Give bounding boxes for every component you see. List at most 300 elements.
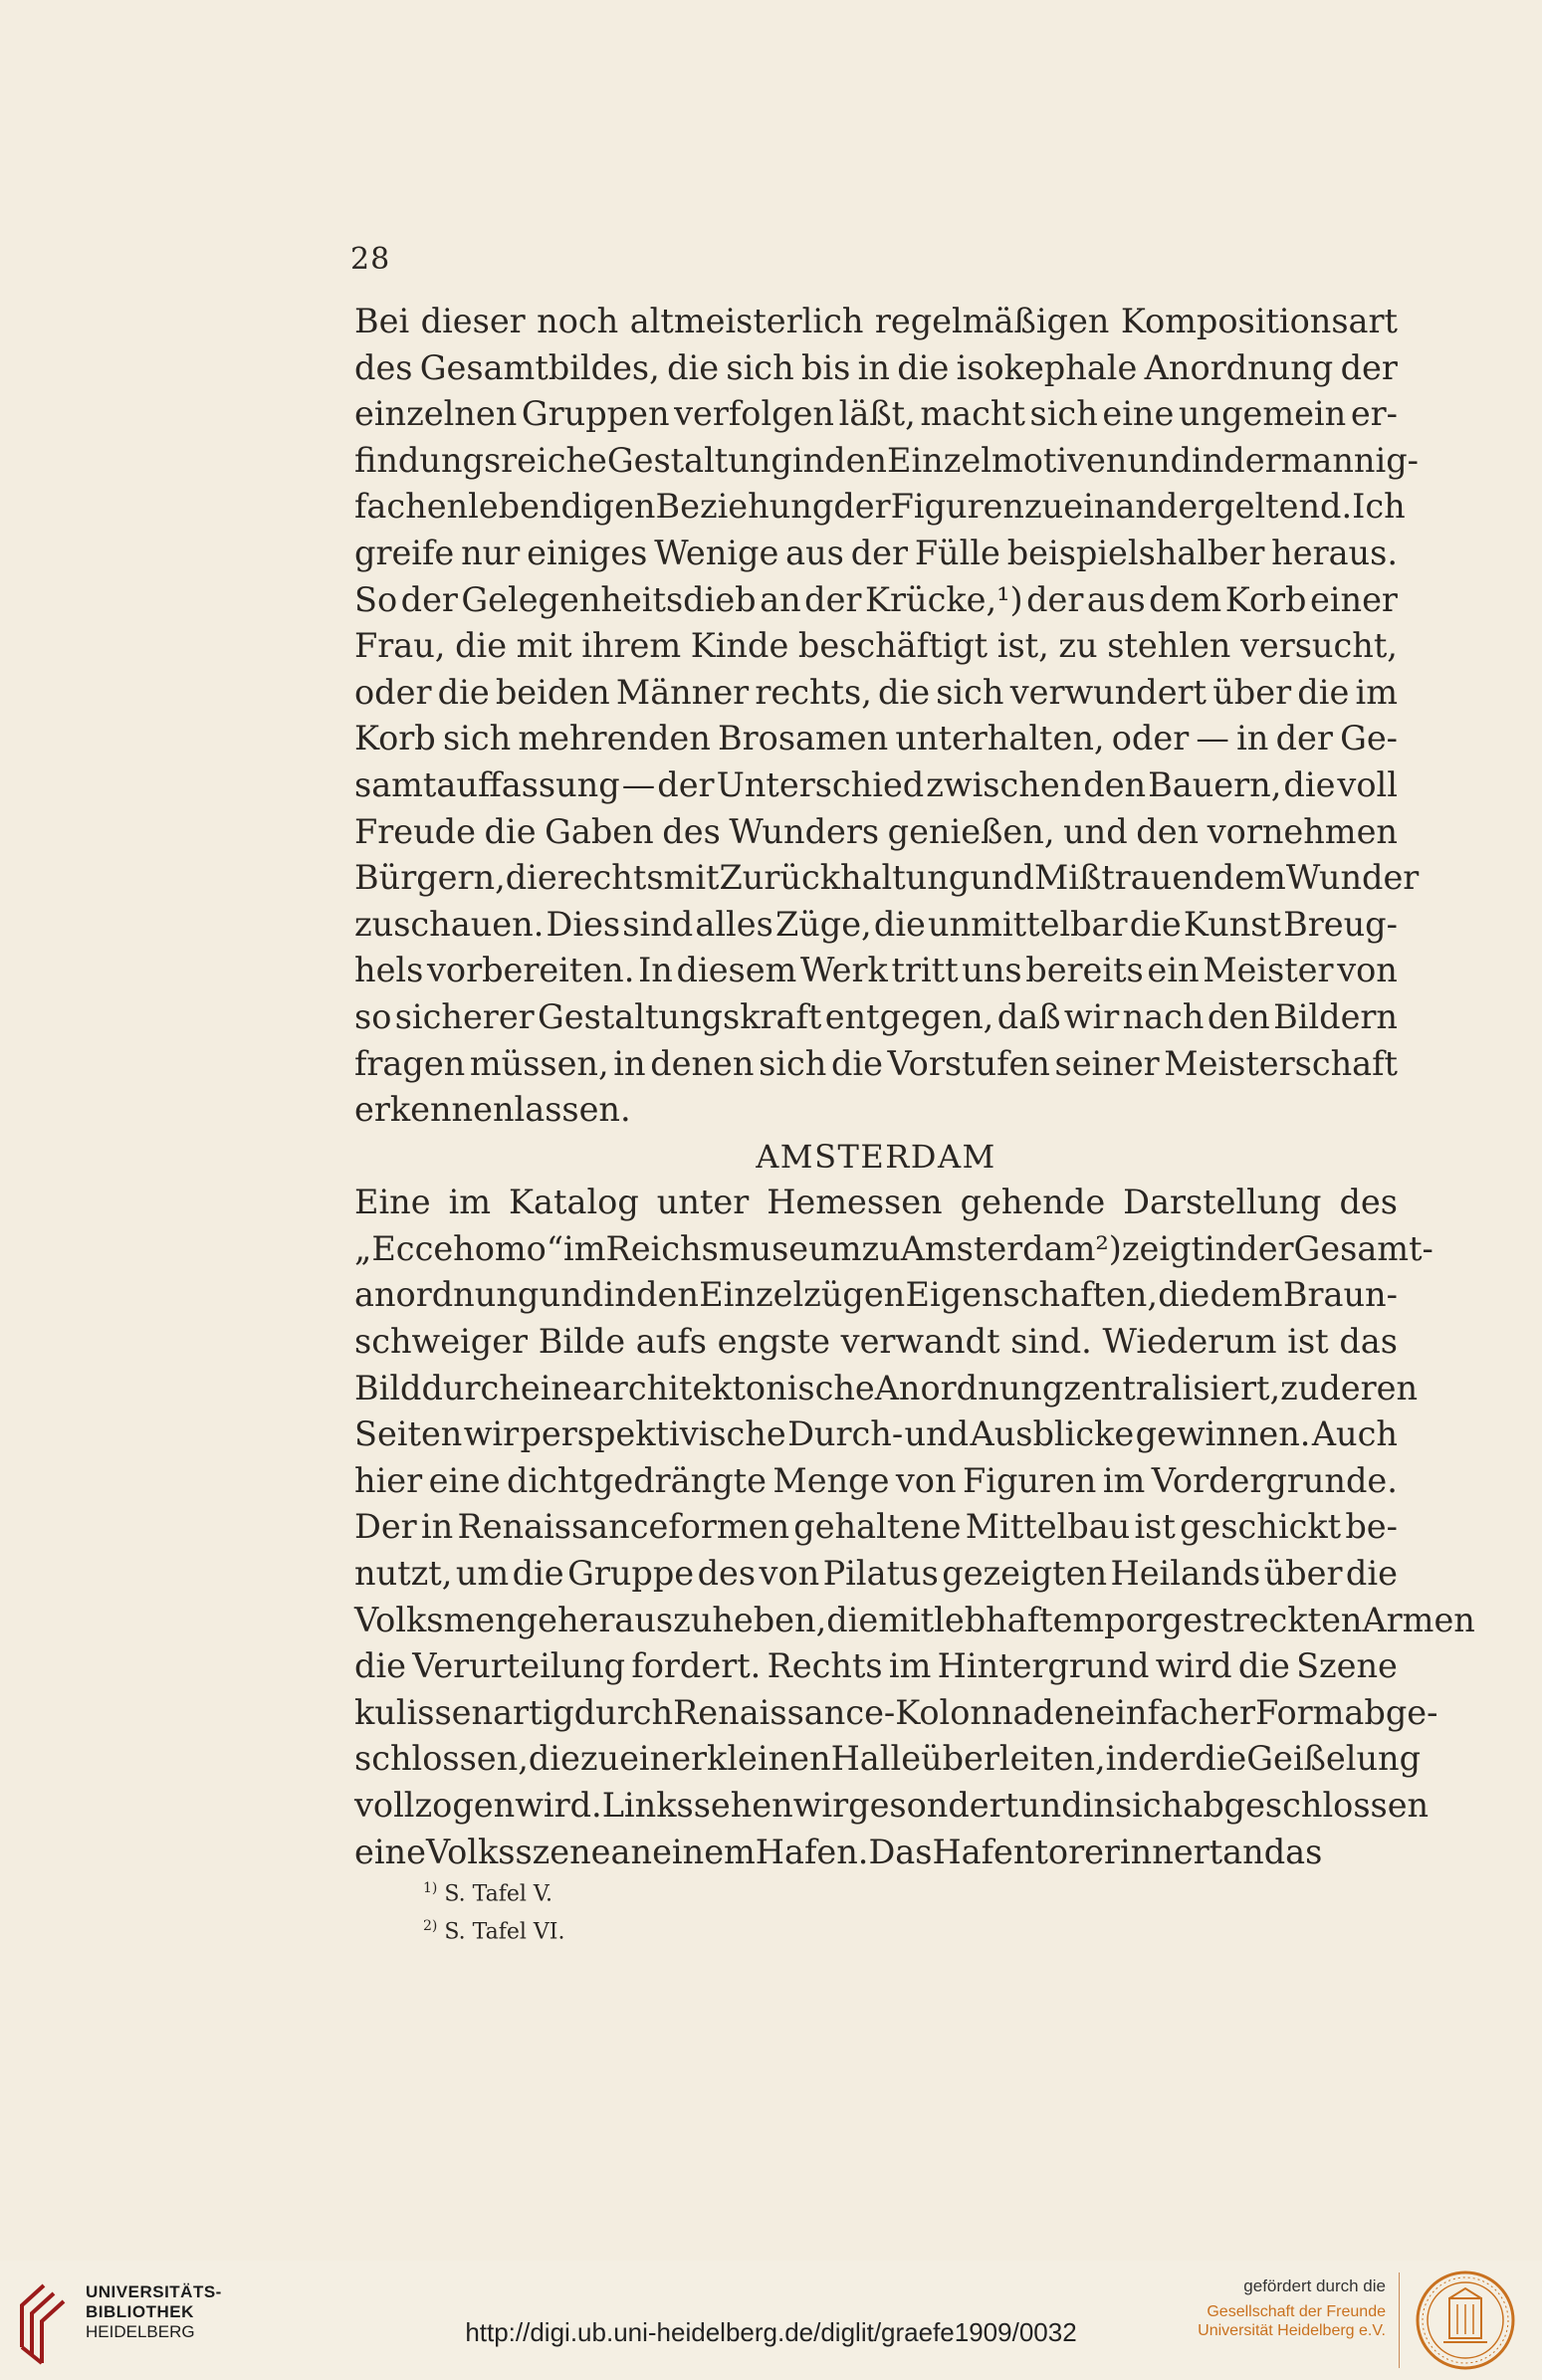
- word: Vordergrunde.: [1151, 1460, 1398, 1500]
- word: des: [1339, 1183, 1398, 1222]
- word: ungemein: [1178, 394, 1347, 434]
- word: Hafen.: [755, 1832, 869, 1871]
- word: aufs: [635, 1322, 707, 1362]
- word: in: [603, 1275, 636, 1315]
- word: greife: [354, 533, 455, 572]
- library-name-line-2: BIBLIOTHEK: [86, 2302, 194, 2321]
- word: sich: [759, 1043, 827, 1083]
- word: der: [1223, 440, 1281, 480]
- word: zu: [1058, 626, 1098, 666]
- word: aus: [785, 533, 844, 572]
- word: Vorstufen: [887, 1043, 1050, 1083]
- word: die: [437, 672, 490, 712]
- word: fragen: [354, 1043, 466, 1083]
- word: in: [420, 1507, 454, 1547]
- word: oder: [1111, 719, 1190, 758]
- word: einander: [1063, 487, 1214, 527]
- word: die: [455, 626, 508, 666]
- word: stehlen: [1107, 626, 1231, 666]
- word: die: [1158, 1275, 1211, 1315]
- word: den: [1136, 811, 1200, 851]
- word: Gestaltung: [606, 440, 792, 480]
- text-line: [354, 438, 1419, 485]
- word: Bauern,: [1148, 764, 1282, 804]
- word: dieser: [420, 302, 526, 340]
- sponsor-org: [1198, 2302, 1386, 2340]
- word: den: [824, 440, 888, 480]
- word: Freude: [354, 811, 476, 851]
- word: Fülle: [914, 533, 1000, 572]
- word: uns: [962, 951, 1022, 990]
- word: findungsreiche: [354, 440, 607, 480]
- word: ein: [1147, 951, 1200, 990]
- text-line: [354, 809, 1398, 856]
- word: Frau,: [354, 626, 446, 666]
- word: regelmäßigen: [874, 302, 1110, 340]
- text-line: [354, 1180, 1398, 1226]
- word: Form: [1255, 1692, 1345, 1732]
- text-line: [354, 1736, 1422, 1783]
- text-line: [354, 1366, 1419, 1412]
- text-line: [354, 1504, 1398, 1551]
- word: die: [1297, 672, 1350, 712]
- word: noch: [537, 302, 619, 340]
- word: nach: [1122, 996, 1205, 1036]
- word: Eigenschaften,: [905, 1275, 1158, 1315]
- word: über: [1263, 1554, 1343, 1594]
- word: anordnung: [354, 1275, 540, 1315]
- word: das: [1263, 1832, 1323, 1871]
- text-line: [354, 1041, 1398, 1088]
- word: Seiten: [354, 1414, 463, 1454]
- word: der: [1275, 719, 1333, 758]
- word: sich: [726, 347, 794, 387]
- word: die: [1129, 904, 1182, 944]
- word: geltend.: [1213, 487, 1353, 527]
- word: engste: [717, 1322, 830, 1362]
- word: beschäftigt: [797, 626, 989, 666]
- word: Gestaltungskraft: [538, 996, 822, 1036]
- word: schweiger: [354, 1322, 529, 1362]
- word: Mißtrauen: [1033, 858, 1213, 898]
- word: des: [354, 347, 413, 387]
- word: durch: [573, 1692, 674, 1732]
- word: Einzelmotiven: [887, 440, 1128, 480]
- library-name-line-3: HEIDELBERG: [86, 2322, 195, 2341]
- word: die: [512, 1554, 564, 1594]
- footnotes: [423, 1872, 565, 1949]
- word: und: [970, 858, 1034, 898]
- text-line: [354, 1411, 1398, 1458]
- word: der: [804, 579, 862, 619]
- word: Kompositionsart: [1120, 302, 1398, 340]
- word: Ausblicke: [970, 1414, 1135, 1454]
- word: Einzelzügen: [699, 1275, 906, 1315]
- word: und: [1063, 811, 1128, 851]
- word: nur: [461, 533, 521, 572]
- word: im: [448, 1183, 492, 1222]
- word: sicherer: [394, 996, 535, 1036]
- word: Gaben: [545, 811, 654, 851]
- text-line: [354, 670, 1398, 717]
- word: einiges: [527, 533, 648, 572]
- paragraph-2: [354, 1180, 1475, 1875]
- text-line: [354, 484, 1406, 531]
- word: Anordnung: [874, 1368, 1064, 1407]
- word: hels: [354, 951, 424, 990]
- text-line: [354, 1783, 1430, 1830]
- word: abgeschlossen: [1183, 1786, 1430, 1825]
- word: überleiten,: [921, 1739, 1106, 1779]
- word: kulissenartig: [354, 1692, 574, 1732]
- word: zu: [1280, 1368, 1320, 1407]
- text-line: [354, 623, 1398, 670]
- word: sind.: [1010, 1322, 1092, 1362]
- word: diesem: [676, 951, 797, 990]
- word: Bürgern,: [354, 858, 506, 898]
- word: vornehmen: [1207, 811, 1398, 851]
- sponsor-credit: [1198, 2276, 1386, 2340]
- word: hier: [354, 1460, 423, 1500]
- footnote-2: [423, 1910, 565, 1948]
- text-line: [354, 994, 1398, 1041]
- word: unmittelbar: [928, 904, 1128, 944]
- word: in: [1236, 719, 1269, 758]
- word: gezeigten: [942, 1554, 1108, 1594]
- word: ihrem: [581, 626, 682, 666]
- word: der: [400, 579, 458, 619]
- word: und: [1127, 440, 1192, 480]
- word: an: [1222, 1832, 1264, 1871]
- word: sehen: [693, 1786, 793, 1825]
- word: der: [1340, 347, 1398, 387]
- word: den: [636, 1275, 699, 1315]
- word: der: [657, 764, 715, 804]
- body-text: [354, 299, 1475, 1875]
- word: bereits: [1025, 951, 1144, 990]
- word: tritt: [891, 951, 959, 990]
- word: einem: [652, 1832, 756, 1871]
- word: Menge: [772, 1460, 890, 1500]
- word: eine: [354, 1832, 426, 1871]
- word: Bei: [354, 302, 410, 340]
- sponsor-org-line-2: Universität Heidelberg e.V.: [1198, 2322, 1386, 2339]
- word: mit: [878, 1600, 935, 1639]
- word: gehaltene: [793, 1507, 962, 1547]
- word: Pilatus: [822, 1554, 939, 1594]
- word: zu: [861, 1228, 901, 1268]
- word: Szene: [1296, 1646, 1398, 1686]
- word: die: [1195, 1739, 1247, 1779]
- word: in: [1082, 1786, 1115, 1825]
- word: homo“: [453, 1228, 563, 1268]
- word: sich: [1114, 1786, 1184, 1825]
- text-line: [354, 1830, 1398, 1876]
- word: die: [897, 347, 950, 387]
- word: daß: [996, 996, 1061, 1036]
- text-line: [354, 1643, 1398, 1690]
- word: genießen,: [887, 811, 1055, 851]
- word: Kinde: [690, 626, 789, 666]
- word: Katalog: [509, 1183, 639, 1222]
- word: Gelegenheitsdieb: [461, 579, 757, 619]
- word: des: [697, 1554, 757, 1594]
- word: läßt,: [838, 394, 916, 434]
- word: einzelnen: [354, 394, 518, 434]
- footnote-text: S. Tafel VI.: [444, 1919, 565, 1945]
- word: seiner: [1054, 1043, 1160, 1083]
- word: abge-: [1344, 1692, 1438, 1732]
- word: die: [528, 1739, 580, 1779]
- word: aus: [1086, 579, 1146, 619]
- word: fachen: [354, 487, 469, 527]
- word: im: [1102, 1460, 1146, 1500]
- word: Ge-: [1340, 719, 1398, 758]
- library-name-line-1: UNIVERSITÄTS-: [86, 2282, 222, 2301]
- word: er-: [1350, 394, 1398, 434]
- word: Wunders: [729, 811, 880, 851]
- word: Korb: [1224, 579, 1307, 619]
- word: Figuren: [962, 1460, 1097, 1500]
- word: voll: [1337, 764, 1398, 804]
- word: verfolgen: [674, 394, 835, 434]
- word: Meisterschaft: [1164, 1043, 1398, 1083]
- word: lebhaft: [934, 1600, 1053, 1639]
- word: einer: [1309, 579, 1398, 619]
- word: der: [1137, 1739, 1196, 1779]
- word: heraus.: [1271, 533, 1398, 572]
- word: verwandt: [840, 1322, 1000, 1362]
- word: wir: [463, 1414, 520, 1454]
- word: eine: [520, 1368, 592, 1407]
- word: die: [1283, 764, 1336, 804]
- word: an: [610, 1832, 653, 1871]
- word: ist: [1134, 1507, 1176, 1547]
- word: Geißelung: [1246, 1739, 1422, 1779]
- word: bis: [800, 347, 851, 387]
- word: die: [1345, 1554, 1398, 1594]
- word: alles: [695, 904, 773, 944]
- word: in: [791, 440, 825, 480]
- word: Halle: [830, 1739, 922, 1779]
- word: mit: [516, 626, 572, 666]
- word: sich: [936, 672, 1004, 712]
- text-line: [354, 1551, 1398, 1598]
- word: vorbereiten.: [426, 951, 635, 990]
- word: verwundert: [1009, 672, 1208, 712]
- word: Breug-: [1283, 904, 1398, 944]
- word: kleinen: [707, 1739, 831, 1779]
- word: Volksszene: [425, 1832, 611, 1871]
- page-number: 28: [350, 242, 391, 277]
- word: gewinnen.: [1135, 1414, 1311, 1454]
- word: Beziehung: [655, 487, 834, 527]
- word: die: [667, 347, 720, 387]
- word: emporgestreckten: [1052, 1600, 1363, 1639]
- word: lebendigen: [468, 487, 656, 527]
- word: der: [850, 533, 908, 572]
- word: Wunder: [1285, 858, 1420, 898]
- word: im: [888, 1646, 932, 1686]
- word: Braun-: [1282, 1275, 1398, 1315]
- word: in: [1204, 1228, 1237, 1268]
- word: dem: [1210, 1275, 1283, 1315]
- word: Wiederum: [1102, 1322, 1277, 1362]
- word: von: [759, 1554, 820, 1594]
- word: Der: [354, 1507, 417, 1547]
- word: erkennen: [354, 1090, 515, 1130]
- word: isokephale: [956, 347, 1138, 387]
- university-seal-icon: [1414, 2269, 1517, 2372]
- word: sich: [442, 719, 512, 758]
- word: Verurteilung: [412, 1646, 626, 1686]
- text-line: [354, 345, 1398, 392]
- word: Armen: [1362, 1600, 1475, 1639]
- word: Auch: [1311, 1414, 1398, 1454]
- word: so: [354, 996, 392, 1036]
- word: macht: [920, 394, 1025, 434]
- word: Renaissanceformen: [457, 1507, 790, 1547]
- word: In: [638, 951, 673, 990]
- word: Ich: [1352, 487, 1406, 527]
- text-line: [354, 948, 1398, 994]
- word: nutzt,: [354, 1554, 453, 1594]
- word: —: [1196, 719, 1229, 758]
- text-line: [354, 1458, 1398, 1505]
- word: durch: [421, 1368, 521, 1407]
- word: Gruppen: [521, 394, 670, 434]
- word: Meister: [1203, 951, 1334, 990]
- text-line: [354, 1087, 1398, 1134]
- word: „Ecce: [354, 1228, 454, 1268]
- word: Züge,: [774, 904, 872, 944]
- word: Männer: [615, 672, 750, 712]
- text-line: [354, 716, 1398, 762]
- word: und: [539, 1275, 604, 1315]
- word: das: [1339, 1322, 1398, 1362]
- word: So: [354, 579, 398, 619]
- word: Volksmenge: [354, 1600, 557, 1639]
- word: über: [1212, 672, 1292, 712]
- word: die: [354, 1646, 406, 1686]
- word: den: [1207, 996, 1270, 1036]
- text-line: [354, 1319, 1398, 1366]
- word: wird.: [515, 1786, 602, 1825]
- word: architektonische: [591, 1368, 875, 1407]
- text-line: [354, 1690, 1438, 1737]
- word: wir: [1063, 996, 1120, 1036]
- word: müssen,: [469, 1043, 609, 1083]
- word: von: [895, 1460, 957, 1500]
- sponsor-org-line-1: Gesellschaft der Freunde: [1207, 2303, 1386, 2320]
- word: samtauffassung: [354, 764, 620, 804]
- word: in: [1192, 440, 1224, 480]
- word: wir: [792, 1786, 849, 1825]
- word: in: [1105, 1739, 1138, 1779]
- word: beispielshalber: [1006, 533, 1265, 572]
- word: Anordnung: [1144, 347, 1334, 387]
- word: versucht,: [1239, 626, 1398, 666]
- footnote-mark: 1): [423, 1880, 438, 1896]
- word: dem: [1149, 579, 1222, 619]
- word: vollzogen: [354, 1786, 516, 1825]
- permalink-url[interactable]: http://digi.ub.uni-heidelberg.de/diglit/graefe1909/0032: [465, 2317, 1077, 2347]
- word: deren: [1319, 1368, 1419, 1407]
- word: schlossen,: [354, 1739, 529, 1779]
- word: unterhalten,: [895, 719, 1105, 758]
- text-line: [354, 902, 1398, 949]
- word: die: [826, 1600, 879, 1639]
- word: mannig-: [1280, 440, 1419, 480]
- word: an: [760, 579, 801, 619]
- word: Korb: [354, 719, 436, 758]
- word: eine: [428, 1460, 501, 1500]
- word: Hafentor: [932, 1832, 1085, 1871]
- word: Unterschied: [716, 764, 925, 804]
- word: im: [562, 1228, 606, 1268]
- word: Darstellung: [1123, 1183, 1322, 1222]
- word: Amsterdam²): [900, 1228, 1122, 1268]
- word: lassen.: [514, 1090, 631, 1130]
- word: und: [904, 1414, 970, 1454]
- word: Mittelbau: [965, 1507, 1131, 1547]
- word: Renaissance-Kolonnaden: [673, 1692, 1096, 1732]
- word: Werk: [799, 951, 888, 990]
- word: Eine: [354, 1183, 431, 1222]
- word: rechts,: [755, 672, 872, 712]
- text-line: [354, 1272, 1398, 1319]
- word: zuschauen.: [354, 904, 545, 944]
- word: gesondert: [848, 1786, 1019, 1825]
- footnote-mark: 2): [423, 1918, 438, 1935]
- word: Hemessen: [767, 1183, 943, 1222]
- word: fordert.: [631, 1646, 762, 1686]
- footnote-1: [423, 1872, 565, 1910]
- word: im: [1355, 672, 1398, 712]
- word: Dies: [546, 904, 621, 944]
- word: zeigt: [1121, 1228, 1205, 1268]
- word: Gruppe: [567, 1554, 695, 1594]
- word: Kunst: [1183, 904, 1281, 944]
- text-line: [354, 299, 1398, 345]
- footer-bar: [0, 2261, 1542, 2380]
- word: der: [1236, 1228, 1294, 1268]
- word: unter: [656, 1183, 750, 1222]
- word: sind: [622, 904, 694, 944]
- word: perspektivische: [520, 1414, 786, 1454]
- text-line: [354, 855, 1420, 902]
- word: um: [455, 1554, 510, 1594]
- word: Bild: [354, 1368, 422, 1407]
- word: der: [1026, 579, 1084, 619]
- text-line: [354, 762, 1398, 809]
- word: Bildern: [1273, 996, 1398, 1036]
- footnote-text: S. Tafel V.: [444, 1881, 552, 1907]
- word: Links: [601, 1786, 694, 1825]
- word: dem: [1212, 858, 1286, 898]
- word: sich: [1029, 394, 1098, 434]
- text-line: [354, 1226, 1433, 1273]
- text-line: [354, 1598, 1475, 1644]
- word: be-: [1345, 1507, 1398, 1547]
- word: die: [873, 904, 926, 944]
- word: eine: [1102, 394, 1175, 434]
- word: einer: [619, 1739, 708, 1779]
- word: beiden: [495, 672, 610, 712]
- word: den: [1083, 764, 1147, 804]
- word: Figuren: [890, 487, 1025, 527]
- word: Heilands: [1110, 1554, 1261, 1594]
